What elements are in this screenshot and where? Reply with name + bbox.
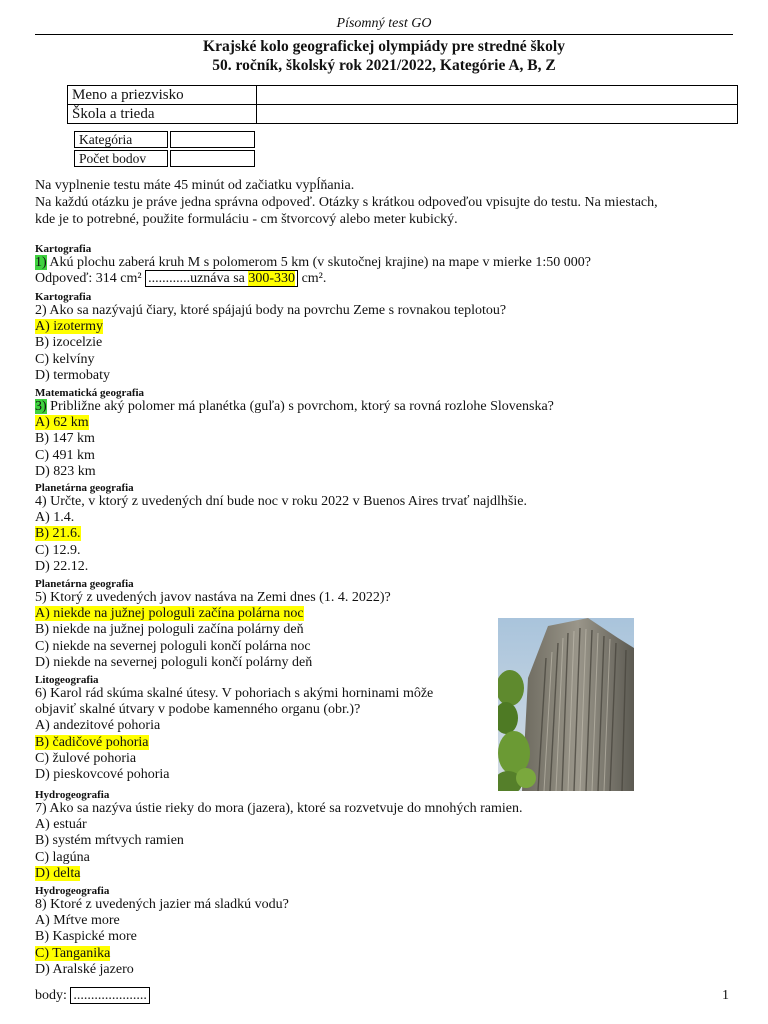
answer-option-correct[interactable]: B) čadičové pohoria (35, 734, 149, 750)
answer-option[interactable]: D) 823 km (35, 463, 96, 479)
points-footer-label: body: (35, 988, 67, 1003)
answer-box[interactable] (145, 270, 298, 287)
answer-option[interactable]: A) 1.4. (35, 510, 75, 526)
question-category: Matematická geografia (35, 387, 145, 399)
question-text: 2) Ako sa nazývajú čiary, ktoré spájajú body na povrchu Zeme s rovnakou teplotou? (35, 303, 507, 318)
question-category: Planetárna geografia (35, 578, 134, 590)
school-field[interactable] (257, 105, 738, 124)
answer-option[interactable]: C) 12.9. (35, 542, 81, 558)
question-3 (35, 387, 725, 480)
points-field[interactable] (170, 150, 255, 167)
document-subtitle: 50. ročník, školský rok 2021/2022, Kategórie A, B, Z (212, 57, 556, 74)
rock-organ-image (498, 618, 634, 791)
question-body: Približne aký polomer má planétka (guľa) s povrchom, ktorý sa rovná rozlohe Slovenska? (46, 399, 554, 414)
question-category: Planetárna geografia (35, 482, 134, 494)
answer-option-correct[interactable]: A) izotermy (35, 319, 104, 335)
instruction-line: Na vyplnenie testu máte 45 minút od začiatku vypĺňania. (35, 178, 355, 193)
question-text: 7) Ako sa nazýva ústie rieky do mora (jazera), ktoré sa rozvetvuje do mnohých ramien. (35, 801, 523, 816)
question-text: 6) Karol rád skúma skalné útesy. V pohoriach s akými horninami môže (35, 686, 434, 701)
answer-option-correct[interactable]: D) delta (35, 865, 81, 881)
question-category: Kartografia (35, 243, 92, 255)
points-footer-blank[interactable]: ..................... (70, 987, 150, 1004)
school-label: Škola a trieda (68, 105, 257, 124)
answer-option[interactable]: D) termobaty (35, 367, 111, 383)
answer-option[interactable]: A) estuár (35, 817, 87, 833)
answer-option-correct[interactable]: A) niekde na južnej pologuli začína polárna noc (35, 606, 304, 622)
document-title: Krajské kolo geografickej olympiády pre stredné školy (203, 38, 565, 55)
answer-option[interactable]: C) lagúna (35, 849, 90, 865)
name-label: Meno a priezvisko (68, 86, 257, 105)
question-number: 1) (35, 255, 47, 270)
accepted-range: 300-330 (248, 271, 296, 287)
answer-option-correct[interactable]: A) 62 km (35, 415, 89, 431)
question-text: objaviť skalné útvary v podobe kamenného organu (obr.)? (35, 702, 361, 718)
answer-option[interactable]: B) izocelzie (35, 335, 103, 351)
page-number: 1 (722, 988, 729, 1003)
question-text: 8) Ktoré z uvedených jazier má sladkú vodu? (35, 897, 289, 912)
answer-option-correct[interactable]: B) 21.6. (35, 526, 81, 542)
answer-option-correct[interactable]: C) Tanganika (35, 945, 111, 961)
answer-option[interactable]: D) 22.12. (35, 558, 89, 574)
answer-note: ............uznáva sa (148, 271, 249, 287)
question-text (35, 399, 725, 415)
category-field[interactable] (170, 131, 255, 148)
header-rule (35, 34, 733, 35)
question-text: 5) Ktorý z uvedených javov nastáva na Zemi dnes (1. 4. 2022)? (35, 590, 391, 605)
question-2 (35, 291, 725, 384)
name-field[interactable] (257, 86, 738, 105)
answer-unit: cm². (298, 271, 327, 287)
student-info-table (67, 85, 738, 124)
answer-option[interactable]: A) Mŕtve more (35, 913, 120, 929)
question-8 (35, 885, 725, 978)
instructions (35, 177, 725, 228)
category-label: Kategória (74, 131, 168, 148)
answer-option[interactable]: D) niekde na severnej pologuli končí polárny deň (35, 654, 313, 670)
question-1 (35, 243, 725, 287)
question-body: Akú plochu zaberá kruh M s polomerom 5 km (v skutočnej krajine) na mape v mierke 1:50 000? (46, 255, 591, 270)
answer-value: Odpoveď: 314 cm² (35, 271, 142, 287)
points-footer (35, 988, 150, 1004)
question-category: Kartografia (35, 291, 92, 303)
points-label: Počet bodov (74, 150, 168, 167)
question-4 (35, 482, 725, 575)
instruction-line: Na každú otázku je práve jedna správna odpoveď. Otázky s krátkou odpoveďou vpisujte do testu. Na miestach, (35, 195, 658, 210)
question-category: Hydrogeografia (35, 885, 110, 897)
question-category: Litogeografia (35, 674, 99, 686)
question-number: 3) (35, 399, 47, 414)
score-table (72, 129, 257, 169)
answer-line (35, 271, 725, 287)
answer-option[interactable]: A) andezitové pohoria (35, 718, 161, 734)
answer-option[interactable]: C) žulové pohoria (35, 750, 137, 766)
answer-option[interactable]: B) 147 km (35, 431, 95, 447)
rock-organ-photo (498, 618, 634, 791)
answer-option[interactable]: B) systém mŕtvych ramien (35, 833, 184, 849)
document-header: Písomný test GO (336, 16, 432, 31)
answer-option[interactable]: D) pieskovcové pohoria (35, 766, 170, 782)
question-text (35, 255, 725, 271)
answer-option[interactable]: B) niekde na južnej pologuli začína polárny deň (35, 622, 304, 638)
question-7 (35, 789, 725, 882)
answer-option[interactable]: C) 491 km (35, 447, 95, 463)
question-text: 4) Určte, v ktorý z uvedených dní bude noc v roku 2022 v Buenos Aires trvať najdlhšie. (35, 494, 527, 509)
question-category: Hydrogeografia (35, 789, 110, 801)
answer-option[interactable]: C) niekde na severnej pologuli končí polárna noc (35, 638, 311, 654)
answer-option[interactable]: D) Aralské jazero (35, 961, 134, 977)
answer-option[interactable]: B) Kaspické more (35, 929, 137, 945)
answer-option[interactable]: C) kelvíny (35, 351, 95, 367)
instruction-line: kde je to potrebné, použite formuláciu - cm štvorcový alebo meter kubický. (35, 212, 458, 227)
